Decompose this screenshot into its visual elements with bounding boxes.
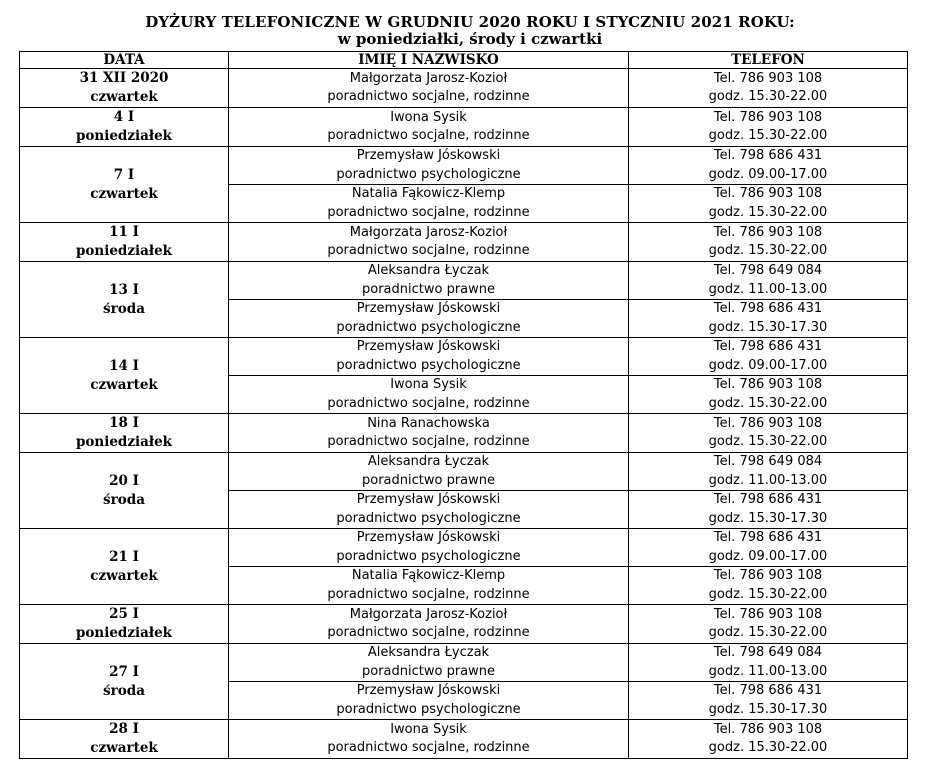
- duty-hours: godz. 15.30-17.30: [708, 701, 828, 717]
- duty-hours: godz. 15.30-22.00: [708, 434, 828, 449]
- duty-hours: godz. 11.00-13.00: [708, 472, 828, 488]
- phone-cell: [629, 338, 908, 376]
- person-name: Aleksandra Łyczak: [367, 645, 490, 660]
- name-cell: [229, 108, 629, 147]
- name-cell: [229, 491, 629, 529]
- weekday-value: środa: [103, 682, 145, 699]
- phone-cell: [629, 300, 908, 338]
- name-cell: [229, 529, 629, 567]
- date-value: 25 I: [109, 606, 139, 622]
- phone-number: Tel. 786 903 108: [713, 415, 823, 431]
- duty-hours: godz. 15.30-17.30: [708, 510, 828, 526]
- date-value: 13 I: [109, 281, 139, 298]
- header-phone: TELEFON: [629, 52, 908, 69]
- duty-hours: godz. 15.30-17.30: [708, 319, 828, 335]
- phone-cell: [629, 262, 908, 300]
- weekday-value: czwartek: [90, 89, 158, 105]
- table-row: [20, 108, 908, 147]
- weekday-value: czwartek: [90, 740, 158, 756]
- phone-number: Tel. 786 903 108: [713, 606, 823, 622]
- header-date: DATA: [20, 52, 229, 69]
- person-name: Iwona Sysik: [390, 721, 467, 737]
- counseling-type: poradnictwo socjalne, rodzinne: [327, 586, 530, 602]
- phone-number: Tel. 798 686 431: [713, 530, 823, 545]
- duty-hours: godz. 15.30-22.00: [708, 740, 828, 755]
- counseling-type: poradnictwo prawne: [361, 281, 495, 297]
- date-value: 18 I: [109, 415, 139, 431]
- table-body: [20, 69, 908, 759]
- table-row: [20, 605, 908, 644]
- phone-cell: [629, 644, 908, 682]
- weekday-value: poniedziałek: [75, 128, 173, 144]
- date-cell: [20, 262, 229, 338]
- name-cell: [229, 376, 629, 414]
- document-title: [0, 12, 925, 48]
- counseling-type: poradnictwo socjalne, rodzinne: [327, 89, 530, 104]
- duty-hours: godz. 11.00-13.00: [708, 663, 828, 679]
- phone-cell: [629, 453, 908, 491]
- phone-cell: [629, 223, 908, 262]
- duty-hours: godz. 15.30-22.00: [708, 128, 828, 143]
- name-cell: [229, 644, 629, 682]
- header-name: IMIĘ I NAZWISKO: [229, 52, 629, 69]
- date-cell: [20, 605, 229, 644]
- counseling-type: poradnictwo psychologiczne: [336, 357, 521, 373]
- person-name: Przemysław Jóskowski: [356, 301, 501, 316]
- date-cell: [20, 108, 229, 147]
- name-cell: [229, 223, 629, 262]
- weekday-value: czwartek: [90, 376, 158, 393]
- counseling-type: poradnictwo socjalne, rodzinne: [327, 740, 530, 755]
- phone-number: Tel. 798 686 431: [713, 492, 823, 507]
- phone-number: Tel. 786 903 108: [713, 224, 823, 240]
- table-row: [20, 529, 908, 567]
- phone-number: Tel. 786 903 108: [713, 109, 823, 125]
- table-row: [20, 720, 908, 759]
- counseling-type: poradnictwo prawne: [361, 663, 495, 679]
- date-cell: [20, 644, 229, 720]
- table-row: [20, 262, 908, 300]
- table-row: [20, 414, 908, 453]
- weekday-value: poniedziałek: [75, 434, 173, 450]
- person-name: Iwona Sysik: [390, 109, 467, 125]
- duty-hours: godz. 09.00-17.00: [708, 357, 828, 373]
- weekday-value: środa: [103, 491, 145, 508]
- weekday-value: poniedziałek: [75, 243, 173, 259]
- duty-schedule-table: [19, 51, 908, 759]
- person-name: Przemysław Jóskowski: [356, 148, 501, 163]
- phone-cell: [629, 491, 908, 529]
- phone-number: Tel. 798 649 084: [713, 263, 823, 278]
- date-cell: [20, 69, 229, 108]
- title-line-1: DYŻURY TELEFONICZNE W GRUDNIU 2020 ROKU I STYCZNIU 2021 ROKU:: [145, 13, 795, 31]
- date-cell: [20, 414, 229, 453]
- table-row: [20, 644, 908, 682]
- person-name: Przemysław Jóskowski: [356, 683, 501, 698]
- person-name: Natalia Fąkowicz-Klemp: [351, 568, 506, 583]
- counseling-type: poradnictwo socjalne, rodzinne: [327, 395, 530, 411]
- phone-number: Tel. 786 903 108: [713, 377, 823, 392]
- date-cell: [20, 529, 229, 605]
- date-cell: [20, 338, 229, 414]
- counseling-type: poradnictwo socjalne, rodzinne: [327, 434, 530, 449]
- counseling-type: poradnictwo socjalne, rodzinne: [327, 625, 530, 640]
- person-name: Przemysław Jóskowski: [356, 492, 501, 507]
- person-name: Natalia Fąkowicz-Klemp: [351, 186, 506, 201]
- phone-number: Tel. 798 649 084: [713, 454, 823, 469]
- duty-hours: godz. 09.00-17.00: [708, 548, 828, 564]
- date-value: 7 I: [113, 166, 135, 183]
- phone-cell: [629, 414, 908, 453]
- phone-cell: [629, 108, 908, 147]
- phone-cell: [629, 529, 908, 567]
- date-value: 4 I: [113, 109, 135, 125]
- phone-cell: [629, 185, 908, 223]
- duty-hours: godz. 15.30-22.00: [708, 625, 828, 640]
- table-header-row: [20, 52, 908, 69]
- person-name: Małgorzata Jarosz-Kozioł: [349, 606, 508, 622]
- person-name: Iwona Sysik: [390, 377, 467, 392]
- date-cell: [20, 720, 229, 759]
- phone-number: Tel. 798 686 431: [713, 301, 823, 316]
- name-cell: [229, 300, 629, 338]
- phone-number: Tel. 786 903 108: [713, 721, 823, 737]
- date-value: 28 I: [109, 721, 139, 737]
- phone-number: Tel. 798 686 431: [713, 683, 823, 698]
- table-row: [20, 453, 908, 491]
- name-cell: [229, 414, 629, 453]
- counseling-type: poradnictwo psychologiczne: [336, 319, 521, 335]
- person-name: Nina Ranachowska: [367, 415, 490, 431]
- name-cell: [229, 262, 629, 300]
- phone-number: Tel. 798 649 084: [713, 645, 823, 660]
- phone-cell: [629, 376, 908, 414]
- person-name: Aleksandra Łyczak: [367, 454, 490, 469]
- phone-cell: [629, 567, 908, 605]
- name-cell: [229, 147, 629, 185]
- counseling-type: poradnictwo socjalne, rodzinne: [327, 128, 530, 143]
- weekday-value: środa: [103, 300, 145, 317]
- date-value: 21 I: [109, 548, 139, 565]
- date-value: 20 I: [109, 472, 139, 489]
- phone-number: Tel. 786 903 108: [713, 186, 823, 201]
- table-row: [20, 338, 908, 376]
- counseling-type: poradnictwo prawne: [361, 472, 495, 488]
- title-line-2: w poniedziałki, środy i czwartki: [337, 30, 603, 48]
- name-cell: [229, 720, 629, 759]
- name-cell: [229, 338, 629, 376]
- counseling-type: poradnictwo psychologiczne: [336, 166, 521, 182]
- name-cell: [229, 605, 629, 644]
- person-name: Małgorzata Jarosz-Kozioł: [349, 224, 508, 240]
- counseling-type: poradnictwo socjalne, rodzinne: [327, 243, 530, 258]
- phone-cell: [629, 605, 908, 644]
- counseling-type: poradnictwo socjalne, rodzinne: [327, 204, 530, 220]
- table-row: [20, 147, 908, 185]
- phone-number: Tel. 798 686 431: [713, 339, 823, 354]
- duty-hours: godz. 15.30-22.00: [708, 395, 828, 411]
- date-value: 31 XII 2020: [79, 70, 169, 86]
- duty-hours: godz. 15.30-22.00: [708, 89, 828, 104]
- counseling-type: poradnictwo psychologiczne: [336, 701, 521, 717]
- duty-hours: godz. 15.30-22.00: [708, 586, 828, 602]
- duty-hours: godz. 11.00-13.00: [708, 281, 828, 297]
- duty-hours: godz. 15.30-22.00: [708, 243, 828, 258]
- person-name: Aleksandra Łyczak: [367, 263, 490, 278]
- date-cell: [20, 147, 229, 223]
- date-value: 14 I: [109, 357, 139, 374]
- counseling-type: poradnictwo psychologiczne: [336, 510, 521, 526]
- table-row: [20, 69, 908, 108]
- phone-cell: [629, 682, 908, 720]
- weekday-value: czwartek: [90, 567, 158, 584]
- date-value: 27 I: [109, 663, 139, 680]
- date-cell: [20, 223, 229, 262]
- phone-cell: [629, 69, 908, 108]
- date-value: 11 I: [109, 224, 139, 240]
- counseling-type: poradnictwo psychologiczne: [336, 548, 521, 564]
- phone-number: Tel. 786 903 108: [713, 70, 823, 86]
- phone-number: Tel. 798 686 431: [713, 148, 823, 163]
- name-cell: [229, 567, 629, 605]
- weekday-value: poniedziałek: [75, 625, 173, 641]
- name-cell: [229, 453, 629, 491]
- phone-cell: [629, 147, 908, 185]
- person-name: Przemysław Jóskowski: [356, 339, 501, 354]
- date-cell: [20, 453, 229, 529]
- name-cell: [229, 682, 629, 720]
- phone-cell: [629, 720, 908, 759]
- person-name: Małgorzata Jarosz-Kozioł: [349, 70, 508, 86]
- phone-number: Tel. 786 903 108: [713, 568, 823, 583]
- duty-hours: godz. 09.00-17.00: [708, 166, 828, 182]
- duty-hours: godz. 15.30-22.00: [708, 204, 828, 220]
- person-name: Przemysław Jóskowski: [356, 530, 501, 545]
- weekday-value: czwartek: [90, 185, 158, 202]
- table-row: [20, 223, 908, 262]
- name-cell: [229, 185, 629, 223]
- name-cell: [229, 69, 629, 108]
